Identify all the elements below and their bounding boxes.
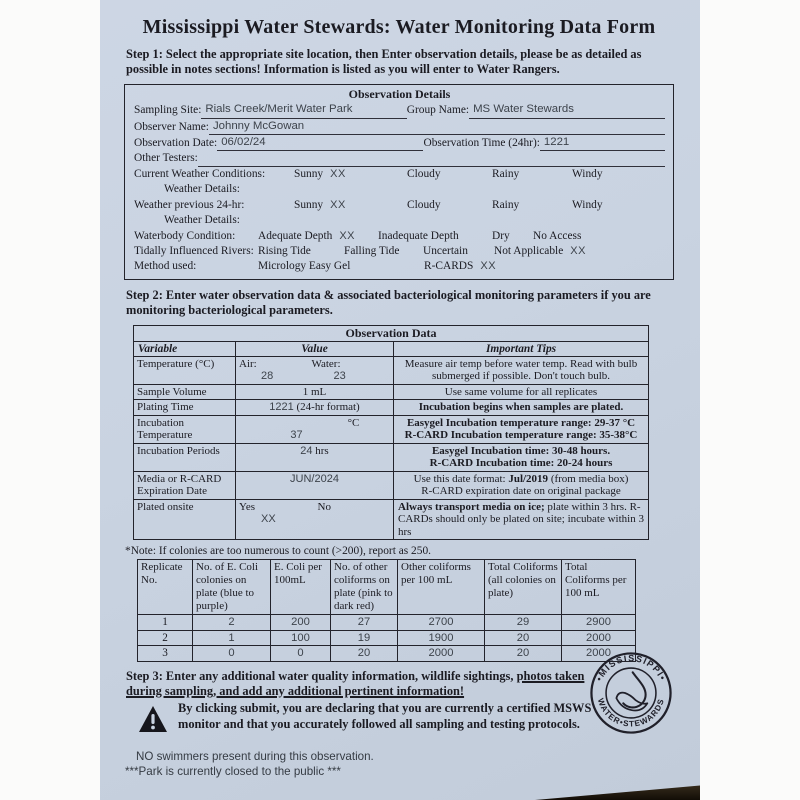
- svg-text:•MISSISSIPPI•: •MISSISSIPPI•: [593, 653, 669, 683]
- incubation-periods-value: 24 hrs: [236, 443, 394, 471]
- observation-date-value: 06/02/24: [217, 135, 423, 151]
- observer-name-row: [134, 119, 665, 135]
- option-sunny: Sunny XX: [294, 198, 346, 211]
- option-cloudy: Cloudy: [407, 198, 441, 211]
- other-testers-label: Other Testers:: [134, 152, 198, 165]
- cell: 1900: [398, 630, 485, 646]
- rep-col-1: No. of E. Coli colonies on plate (blue to purple): [193, 560, 271, 615]
- row-plating-time: [134, 400, 649, 416]
- variable-label: Temperature (°C): [134, 356, 236, 384]
- observer-name-value: Johnny McGowan: [209, 119, 665, 135]
- footer-notes: [125, 749, 674, 779]
- xx-mark: XX: [570, 244, 586, 257]
- paper-form: [100, 0, 700, 800]
- option-rainy: Rainy: [492, 198, 520, 211]
- xx-mark: XX: [330, 198, 346, 211]
- plating-time-value: 1221 (24-hr format): [236, 400, 394, 416]
- water-drop-icon: [623, 672, 645, 707]
- method-used-label: Method used:: [134, 260, 197, 273]
- xx-mark: XX: [339, 229, 356, 242]
- variable-label: Sample Volume: [134, 384, 236, 400]
- option-rainy: Rainy: [492, 167, 520, 180]
- replicate-header-row: [138, 560, 636, 615]
- step2-instructions: Step 2: Enter water observation data & associated bacteriological monitoring parameters if you are monitoring bacteriological parameters.: [126, 287, 651, 317]
- colony-count-note: *Note: If colonies are too numerous to count (>200), report as 250.: [125, 545, 431, 558]
- water-value: 23: [333, 370, 346, 383]
- option-micrology-easy-gel: Micrology Easy Gel: [258, 260, 351, 273]
- tip-temperature: Measure air temp before water temp. Read with bulb submerged if possible. Don't touch bulb.: [394, 356, 649, 384]
- footer-note-1: NO swimmers present during this observation.: [136, 750, 374, 764]
- cell: 27: [331, 615, 398, 631]
- option-dry: Dry: [492, 229, 510, 242]
- other-testers-value: [198, 153, 665, 167]
- option-not-applicable: Not Applicable XX: [494, 244, 586, 257]
- option-uncertain: Uncertain: [423, 244, 468, 257]
- rep-col-5: Total Coliforms (all colonies on plate): [485, 560, 562, 615]
- rep-col-4: Other coliforms per 100 mL: [398, 560, 485, 615]
- variable-label: Plating Time: [134, 400, 236, 416]
- option-falling-tide: Falling Tide: [344, 244, 400, 257]
- cell: 2000: [562, 646, 636, 662]
- variable-label: Plated onsite: [134, 499, 236, 540]
- warning-icon: [138, 705, 168, 733]
- current-weather-row: [134, 167, 665, 182]
- cell: 19: [331, 630, 398, 646]
- row-incubation-periods: [134, 443, 649, 471]
- incubation-temperature-value: °C 37: [236, 415, 394, 443]
- tip-incubation-periods: Easygel Incubation time: 30-48 hours. R-CARD Incubation time: 20-24 hours: [394, 443, 649, 471]
- cell: 29: [485, 615, 562, 631]
- option-windy: Windy: [572, 198, 603, 211]
- option-no-access: No Access: [533, 229, 582, 242]
- declaration-block: [138, 701, 608, 733]
- sample-volume-value: 1 mL: [236, 384, 394, 400]
- cell: 200: [271, 615, 331, 631]
- tip-incubation-temperature: Easygel Incubation temperature range: 29-37 °C R-CARD Incubation temperature range: 35-38°C: [394, 415, 649, 443]
- yes-label: Yes: [239, 500, 256, 513]
- cell: 20: [331, 646, 398, 662]
- col-important-tips: Important Tips: [394, 341, 649, 356]
- observation-time-value: 1221: [540, 135, 665, 151]
- sampling-site-value: Rials Creek/Merit Water Park: [201, 102, 406, 118]
- observation-time-label: Observation Time (24hr):: [423, 137, 540, 150]
- observation-details-header: Observation Details: [348, 87, 451, 102]
- tip-sample-volume: Use same volume for all replicates: [394, 384, 649, 400]
- sampling-site-row: [134, 102, 665, 118]
- cell: 2000: [398, 646, 485, 662]
- cell: 20: [485, 646, 562, 662]
- row-temperature: [134, 356, 649, 384]
- svg-text:WATER•STEWARDS: WATER•STEWARDS: [595, 697, 667, 729]
- weather-details-label: Weather Details:: [164, 214, 240, 227]
- cell: 2000: [562, 630, 636, 646]
- variable-label: Incubation Temperature: [134, 415, 236, 443]
- cell: 2: [193, 615, 271, 631]
- cell: 20: [485, 630, 562, 646]
- replicate-row-2: [138, 630, 636, 646]
- replicate-table: [137, 559, 636, 662]
- current-weather-label: Current Weather Conditions:: [134, 167, 266, 180]
- method-used-row: [134, 259, 665, 274]
- observation-date-label: Observation Date:: [134, 137, 218, 150]
- rep-col-2: E. Coli per 100mL: [271, 560, 331, 615]
- water-label: Water:: [311, 357, 341, 370]
- cell: 1: [193, 630, 271, 646]
- cell: 2: [138, 630, 193, 646]
- group-name-label: Group Name:: [406, 104, 470, 117]
- observer-name-label: Observer Name:: [134, 120, 209, 133]
- group-name-value: MS Water Stewards: [469, 102, 665, 118]
- observation-data-header: Observation Data: [134, 325, 649, 341]
- col-variable: Variable: [134, 341, 236, 356]
- option-cloudy: Cloudy: [407, 167, 441, 180]
- plated-onsite-value: [236, 499, 394, 540]
- tidal-rivers-label: Tidally Influenced Rivers:: [134, 244, 254, 257]
- table-surface-edge: [535, 783, 700, 800]
- rep-col-0: Replicate No.: [138, 560, 193, 615]
- cell: 1: [138, 615, 193, 631]
- temperature-values: [236, 356, 394, 384]
- cell: 0: [271, 646, 331, 662]
- observation-details-box: [124, 84, 674, 279]
- tip-plating-time: Incubation begins when samples are plated.: [394, 400, 649, 416]
- col-value: Value: [236, 341, 394, 356]
- air-label: Air:: [239, 357, 257, 370]
- form-title: Mississippi Water Stewards: Water Monitoring Data Form: [142, 16, 656, 38]
- air-value: 28: [261, 370, 274, 383]
- cell: 2900: [562, 615, 636, 631]
- cell: 0: [193, 646, 271, 662]
- column-header-row: [134, 341, 649, 356]
- option-windy: Windy: [572, 167, 603, 180]
- ms-water-stewards-logo-stamp: [588, 650, 674, 736]
- step1-instructions: Step 1: Select the appropriate site location, then Enter observation details, please be as detailed as possible in notes sections! Information is listed as you will enter to Water Rangers.: [126, 47, 642, 77]
- weather-details-label: Weather Details:: [164, 183, 240, 196]
- declaration-text: By clicking submit, you are declaring that you are currently a certified MSWS monitor and that you accurately followed all sampling and testing protocols.: [178, 701, 592, 731]
- option-adequate-depth: Adequate Depth XX: [258, 229, 356, 242]
- row-incubation-temperature: [134, 415, 649, 443]
- rep-col-3: No. of other coliforms on plate (pink to dark red): [331, 560, 398, 615]
- media-expiration-value: JUN/2024: [236, 471, 394, 499]
- weather-details-row-2: [134, 213, 665, 228]
- previous-weather-label: Weather previous 24-hr:: [134, 198, 245, 211]
- cell: 2700: [398, 615, 485, 631]
- variable-label: Incubation Periods: [134, 443, 236, 471]
- tip-media-expiration: Use this date format: Jul/2019 (from media box) R-CARD expiration date on original package: [394, 471, 649, 499]
- observation-date-row: [134, 135, 665, 151]
- replicate-row-3: [138, 646, 636, 662]
- option-r-cards: R-CARDS XX: [424, 260, 497, 273]
- waterbody-condition-label: Waterbody Condition:: [134, 229, 236, 242]
- other-testers-row: [134, 151, 665, 166]
- sampling-site-label: Sampling Site:: [134, 104, 202, 117]
- observation-data-table: [133, 325, 649, 541]
- no-label: No: [317, 500, 331, 513]
- option-sunny: Sunny XX: [294, 167, 346, 180]
- option-inadequate-depth: Inadequate Depth: [378, 229, 459, 242]
- rep-col-6: Total Coliforms per 100 mL: [562, 560, 636, 615]
- previous-weather-row: [134, 198, 665, 213]
- weather-details-row-1: [134, 182, 665, 197]
- xx-mark: XX: [261, 513, 276, 526]
- xx-mark: XX: [330, 167, 346, 180]
- replicate-row-1: [138, 615, 636, 631]
- row-media-expiration: [134, 471, 649, 499]
- variable-label: Media or R-CARD Expiration Date: [134, 471, 236, 499]
- xx-mark: XX: [480, 260, 497, 273]
- option-rising-tide: Rising Tide: [258, 244, 311, 257]
- row-sample-volume: [134, 384, 649, 400]
- tidal-rivers-row: [134, 244, 665, 259]
- footer-note-2: ***Park is currently closed to the public ***: [125, 765, 341, 779]
- tip-plated-onsite: Always transport media on ice; plate within 3 hrs. R-CARDs should only be plated on site; incubate within 3 hrs: [394, 499, 649, 540]
- row-plated-onsite: [134, 499, 649, 540]
- step3-instructions: Step 3: Enter any additional water quality information, wildlife sightings, photos taken during sampling, and add any additional pertinent information!: [126, 668, 585, 699]
- cell: 100: [271, 630, 331, 646]
- waterbody-condition-row: [134, 229, 665, 244]
- cell: 3: [138, 646, 193, 662]
